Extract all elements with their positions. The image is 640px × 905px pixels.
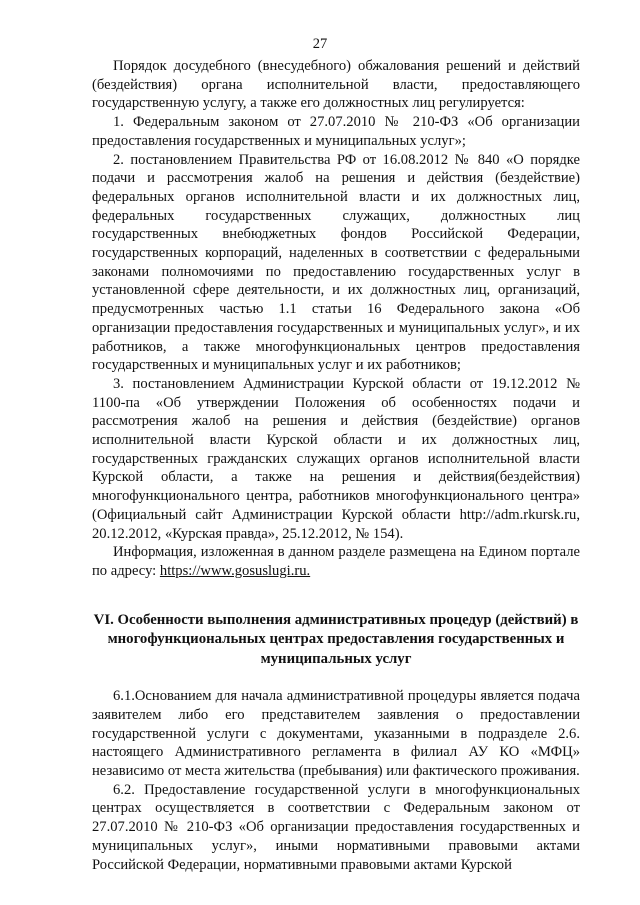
paragraph-item-3: 3. постановлением Администрации Курской области от 19.12.2012 № 1100-па «Об утверждении Положения об особенностях подачи и рассмотрения жалоб на решения и действия (бездействие) органов исполнительной власти Курской области и их должностных лиц, государственных гражданских служащих органов исполнительной власти Курской области, а также на решения и действия(бездействия) многофункционального центра, работников многофункционального центра» (Официальный сайт Администрации Курской области http://adm.rkursk.ru, 20.12.2012, «Курская правда», 25.12.2012, № 154). <box>92 375 580 542</box>
section-title: VI. Особенности выполнения административных процедур (действий) в многофункциональных центрах предоставления государственных и муниципальных услуг <box>93 611 579 667</box>
gosuslugi-link[interactable]: https://www.gosuslugi.ru. <box>159 562 311 579</box>
paragraph-6-1: 6.1.Основанием для начала административной процедуры является подача заявителем либо его представителем заявления о предоставлении государственной услуги с документами, указанными в подразделе 2.6. настоящего Административного регламента в филиал АУ КО «МФЦ» независимо от места жительства (пребывания) или фактического проживания. <box>92 688 580 779</box>
paragraph-6-2: 6.2. Предоставление государственной услуги в многофункциональных центрах осуществляется в соответствии с Федеральным законом от 27.07.2010 № 210-ФЗ «Об организации предоставления государственных и муниципальных услуг», иными нормативными правовыми актами Российской Федерации, нормативными правовыми актами Курской <box>92 781 580 873</box>
paragraph-info <box>92 543 580 580</box>
info-text: Информация, изложенная в данном разделе размещена на Едином портале по адресу: <box>92 544 580 579</box>
page-number: 27 <box>312 36 328 52</box>
paragraph-item-1: 1. Федеральным законом от 27.07.2010 № 210-ФЗ «Об организации предоставления государственных и муниципальных услуг»; <box>92 114 580 149</box>
page-content <box>92 57 580 874</box>
paragraph-intro: Порядок досудебного (внесудебного) обжалования решений и действий (бездействия) органа исполнительной власти, предоставляющего государственную услугу, а также его должностных лиц регулируется: <box>92 58 580 112</box>
paragraph-item-2: 2. постановлением Правительства РФ от 16.08.2012 № 840 «О порядке подачи и рассмотрения жалоб на решения и действия (бездействие) федеральных органов исполнительной власти и их должностных лиц, федеральных государственных служащих, должностных лиц государственных внебюджетных фондов Российской Федерации, государственных корпораций, наделенных в соответствии с федеральными законами полномочиями по предоставлению государственных услуг в установленной сфере деятельности, и их должностных лиц, организаций, предусмотренных частью 1.1 статьи 16 Федерального закона «Об организации предоставления государственных и муниципальных услуг», и их работников, а также многофункциональных центров предоставления государственных и муниципальных услуг и их работников; <box>92 151 580 374</box>
